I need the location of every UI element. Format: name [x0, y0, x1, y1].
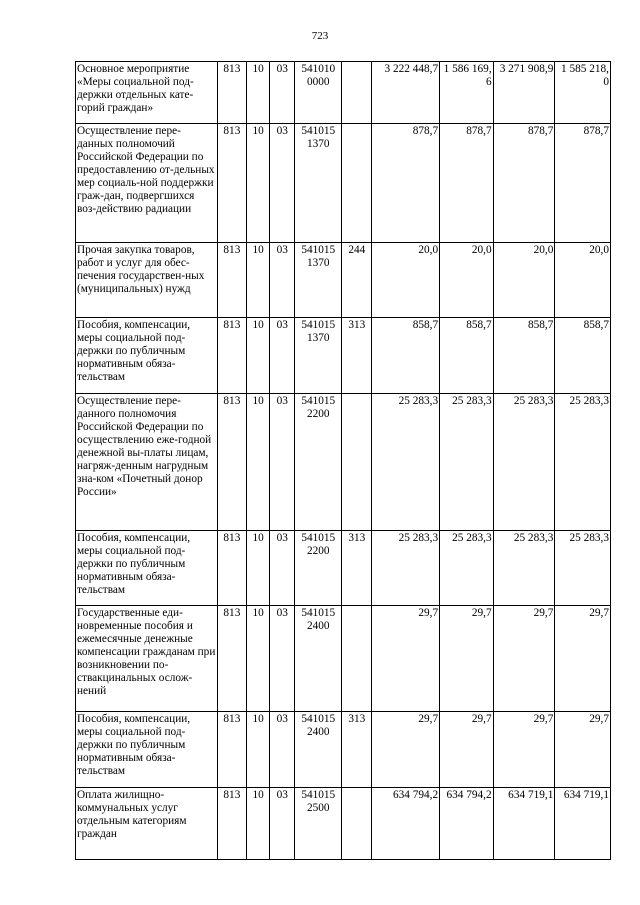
amount-2: 25 283,3	[440, 531, 494, 606]
amount-1: 3 222 448,7	[372, 62, 440, 124]
target-article-code: 541015 1370	[295, 243, 342, 318]
grbs-code: 813	[217, 394, 246, 531]
subsection-code: 03	[270, 243, 295, 318]
expense-type-code	[342, 394, 372, 531]
grbs-code: 813	[217, 606, 246, 712]
grbs-code: 813	[217, 62, 246, 124]
amount-3: 29,7	[493, 606, 555, 712]
row-name: Пособия, компенсации, меры социальной под-держки по публичным нормативным обяза-тельствам	[76, 318, 218, 394]
amount-2: 858,7	[440, 318, 494, 394]
row-name: Прочая закупка товаров, работ и услуг для обес-печения государствен-ных (муниципальных) нужд	[76, 243, 218, 318]
budget-table	[75, 61, 611, 860]
target-article-code: 541015 1370	[295, 318, 342, 394]
table-row	[76, 531, 611, 606]
row-name: Оплата жилищно-коммунальных услуг отдельным категориям граждан	[76, 788, 218, 860]
amount-4: 1 585 218,0	[555, 62, 611, 124]
amount-4: 25 283,3	[555, 394, 611, 531]
table-row	[76, 62, 611, 124]
target-article-code: 541015 1370	[295, 124, 342, 243]
target-article-code: 541015 2500	[295, 788, 342, 860]
section-code: 10	[246, 712, 270, 788]
table-row	[76, 788, 611, 860]
amount-1: 25 283,3	[372, 394, 440, 531]
amount-2: 878,7	[440, 124, 494, 243]
amount-4: 634 719,1	[555, 788, 611, 860]
target-article-code: 541015 2400	[295, 606, 342, 712]
amount-1: 25 283,3	[372, 531, 440, 606]
amount-1: 20,0	[372, 243, 440, 318]
row-name: Государственные еди-новременные пособия и ежемесячные денежные компенсации гражданам при возникновении по-ствакцинальных ослож-нений	[76, 606, 218, 712]
amount-1: 29,7	[372, 712, 440, 788]
amount-4: 25 283,3	[555, 531, 611, 606]
amount-1: 878,7	[372, 124, 440, 243]
amount-3: 878,7	[493, 124, 555, 243]
table-row	[76, 394, 611, 531]
subsection-code: 03	[270, 788, 295, 860]
amount-4: 20,0	[555, 243, 611, 318]
section-code: 10	[246, 788, 270, 860]
table-row	[76, 712, 611, 788]
section-code: 10	[246, 394, 270, 531]
target-article-code: 541010 0000	[295, 62, 342, 124]
amount-3: 25 283,3	[493, 394, 555, 531]
table-row	[76, 243, 611, 318]
section-code: 10	[246, 606, 270, 712]
amount-4: 29,7	[555, 606, 611, 712]
amount-2: 29,7	[440, 606, 494, 712]
amount-2: 20,0	[440, 243, 494, 318]
section-code: 10	[246, 531, 270, 606]
table-row	[76, 606, 611, 712]
amount-3: 25 283,3	[493, 531, 555, 606]
amount-1: 634 794,2	[372, 788, 440, 860]
target-article-code: 541015 2200	[295, 531, 342, 606]
amount-3: 29,7	[493, 712, 555, 788]
amount-3: 20,0	[493, 243, 555, 318]
amount-4: 29,7	[555, 712, 611, 788]
target-article-code: 541015 2200	[295, 394, 342, 531]
amount-3: 634 719,1	[493, 788, 555, 860]
amount-2: 1 586 169,6	[440, 62, 494, 124]
amount-2: 29,7	[440, 712, 494, 788]
amount-2: 25 283,3	[440, 394, 494, 531]
amount-3: 858,7	[493, 318, 555, 394]
grbs-code: 813	[217, 124, 246, 243]
expense-type-code: 244	[342, 243, 372, 318]
subsection-code: 03	[270, 394, 295, 531]
subsection-code: 03	[270, 606, 295, 712]
subsection-code: 03	[270, 124, 295, 243]
row-name: Пособия, компенсации, меры социальной под-держки по публичным нормативным обяза-тельствам	[76, 531, 218, 606]
expense-type-code	[342, 606, 372, 712]
amount-4: 858,7	[555, 318, 611, 394]
expense-type-code: 313	[342, 712, 372, 788]
grbs-code: 813	[217, 318, 246, 394]
subsection-code: 03	[270, 62, 295, 124]
grbs-code: 813	[217, 243, 246, 318]
row-name: Пособия, компенсации, меры социальной под-держки по публичным нормативным обяза-тельствам	[76, 712, 218, 788]
grbs-code: 813	[217, 712, 246, 788]
amount-1: 29,7	[372, 606, 440, 712]
amount-2: 634 794,2	[440, 788, 494, 860]
expense-type-code	[342, 62, 372, 124]
section-code: 10	[246, 318, 270, 394]
subsection-code: 03	[270, 318, 295, 394]
expense-type-code: 313	[342, 531, 372, 606]
amount-3: 3 271 908,9	[493, 62, 555, 124]
subsection-code: 03	[270, 712, 295, 788]
amount-4: 878,7	[555, 124, 611, 243]
expense-type-code	[342, 788, 372, 860]
row-name: Основное мероприятие «Меры социальной под-держки отдельных кате-горий граждан»	[76, 62, 218, 124]
target-article-code: 541015 2400	[295, 712, 342, 788]
table-row	[76, 124, 611, 243]
row-name: Осуществление пере-данных полномочий Российской Федерации по предоставлению от-дельных мер социаль-ной поддержки граж-дан, подвергшихся воз-действию радиации	[76, 124, 218, 243]
grbs-code: 813	[217, 531, 246, 606]
section-code: 10	[246, 124, 270, 243]
row-name: Осуществление пере-данного полномочия Российской Федерации по осуществлению еже-годной денежной вы-платы лицам, нагряж-денным нагрудным зна-ком «Почетный донор России»	[76, 394, 218, 531]
grbs-code: 813	[217, 788, 246, 860]
subsection-code: 03	[270, 531, 295, 606]
expense-type-code	[342, 124, 372, 243]
section-code: 10	[246, 62, 270, 124]
section-code: 10	[246, 243, 270, 318]
page-number: 723	[311, 30, 329, 42]
table-row	[76, 318, 611, 394]
expense-type-code: 313	[342, 318, 372, 394]
amount-1: 858,7	[372, 318, 440, 394]
